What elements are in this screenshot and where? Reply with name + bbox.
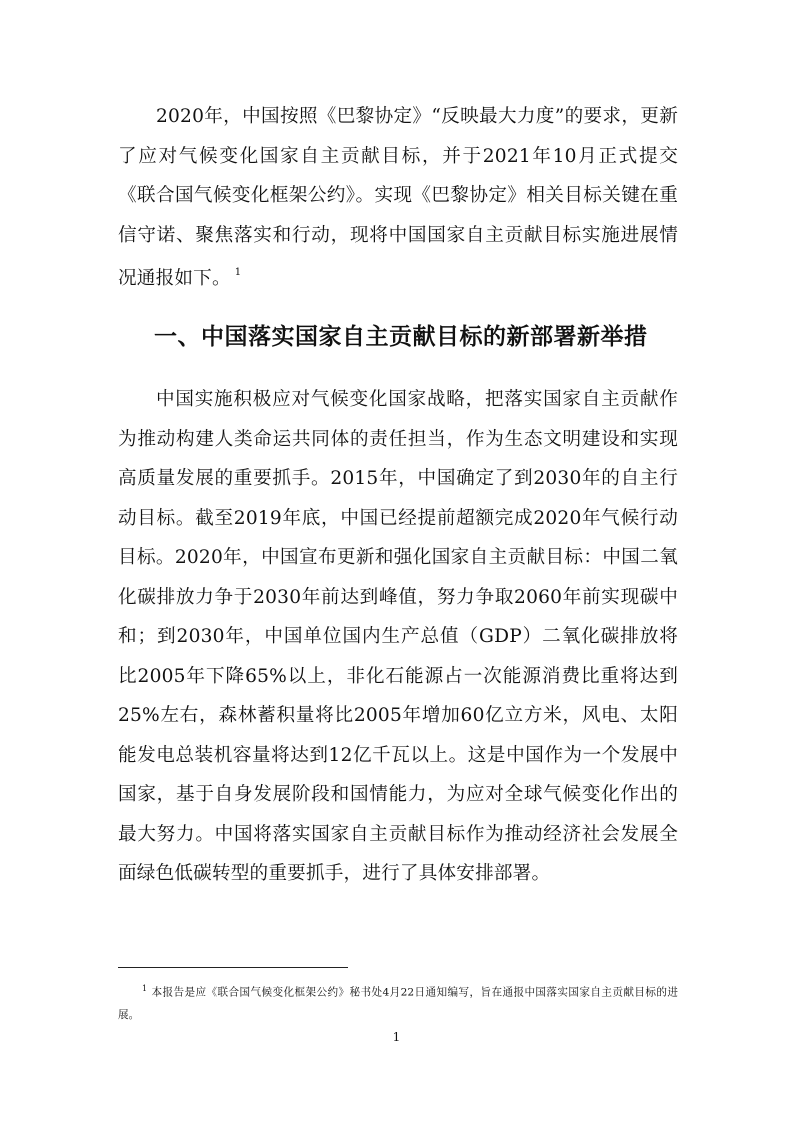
footnote-reference: 1 [234,267,242,278]
section-paragraph: 中国实施积极应对气候变化国家战略，把落实国家自主贡献作为推动构建人类命运共同体的责任担当，作为生态文明建设和实现高质量发展的重要抓手。2015年，中国确定了到2030年的自主行动目标。截至2019年底，中国已经提前超额完成2020年气候行动目标。2020年，中国宣布更新和强化国家自主贡献目标：中国二氧化碳排放力争于2030年前达到峰值，努力争取2060年前实现碳中和；到2030年，中国单位国内生产总值（GDP）二氧化碳排放将比2005年下降65%以上，非化石能源占一次能源消费比重将达到25%左右，森林蓄积量将比2005年增加60亿立方米，风电、太阳能发电总装机容量将达到12亿千瓦以上。这是中国作为一个发展中国家，基于自身发展阶段和国情能力，为应对全球气候变化作出的最大努力。中国将落实国家自主贡献目标作为推动经济社会发展全面绿色低碳转型的重要抓手，进行了具体安排部署。 [118,389,678,884]
footnote-mark: 1 [142,984,148,993]
footnote-divider [118,967,348,968]
footnote-text: 本报告是应《联合国气候变化框架公约》秘书处4月22日通知编写，旨在通报中国落实国家自主贡献目标的进展。 [118,986,678,1021]
intro-paragraph-text: 2020年，中国按照《巴黎协定》“反映最大力度”的要求，更新了应对气候变化国家自主贡献目标，并于2021年10月正式提交《联合国气候变化框架公约》。实现《巴黎协定》相关目标关键在重信守诺、聚焦落实和行动，现将中国国家自主贡献目标实施进展情况通报如下。 [118,106,678,290]
page-number: 1 [392,1030,401,1044]
section-heading: 一、中国落实国家自主贡献目标的新部署新举措 [154,324,648,350]
intro-paragraph [118,97,678,299]
footnote [118,978,678,1026]
